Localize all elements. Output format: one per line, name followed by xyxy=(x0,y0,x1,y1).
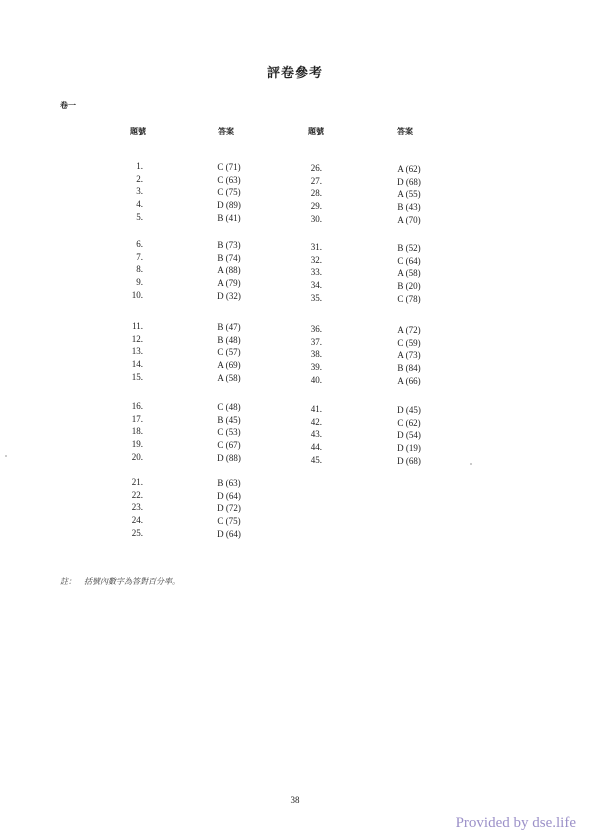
question-number: 20. xyxy=(131,451,143,462)
answer-value: C (62) xyxy=(397,417,421,428)
answer-value: C (71) xyxy=(217,162,241,172)
question-number: 26. xyxy=(310,163,322,173)
page-number: 38 xyxy=(290,795,300,805)
question-number: 42. xyxy=(310,416,322,427)
answer-value: A (58) xyxy=(217,372,241,383)
answer-value: C (59) xyxy=(397,337,421,348)
answer-value: B (45) xyxy=(217,414,241,425)
question-number: 31. xyxy=(310,242,322,252)
answer-value: A (79) xyxy=(217,278,241,289)
answer-value: C (64) xyxy=(397,255,421,266)
answer-value: C (63) xyxy=(217,174,241,185)
answer-value: B (63) xyxy=(217,478,241,488)
question-number: 1. xyxy=(136,161,143,171)
answer-value: B (47) xyxy=(217,322,241,332)
question-number: 45. xyxy=(310,454,322,465)
answer-value: D (72) xyxy=(217,503,241,514)
answer-value: C (67) xyxy=(217,440,241,451)
question-number: 35. xyxy=(310,292,322,303)
provided-by-watermark: Provided by dse.life xyxy=(455,815,576,831)
question-number: 21. xyxy=(131,477,143,487)
answer-value: D (19) xyxy=(397,443,421,454)
answer-value: B (73) xyxy=(217,240,241,250)
question-number: 9. xyxy=(136,277,143,288)
question-number: 32. xyxy=(310,254,322,265)
question-number: 39. xyxy=(310,362,322,373)
question-number: 13. xyxy=(131,346,143,357)
question-number: 16. xyxy=(131,401,143,411)
question-number: 8. xyxy=(136,264,143,275)
answer-value: B (48) xyxy=(217,334,241,345)
question-number: 18. xyxy=(131,426,143,437)
question-number: 17. xyxy=(131,413,143,424)
answer-value: D (32) xyxy=(217,290,241,301)
question-number: 28. xyxy=(310,188,322,199)
answer-value: D (64) xyxy=(217,528,241,539)
question-number: 4. xyxy=(136,199,143,210)
question-number: 11. xyxy=(132,321,143,331)
answer-value: A (73) xyxy=(397,350,421,361)
question-number: 10. xyxy=(131,289,143,300)
answer-value: C (53) xyxy=(217,427,241,438)
answer-value: C (75) xyxy=(217,516,241,527)
answer-value: A (72) xyxy=(397,325,421,335)
question-number: 40. xyxy=(310,374,322,385)
answer-value: A (69) xyxy=(217,360,241,371)
answer-value: B (41) xyxy=(217,212,241,223)
question-number: 23. xyxy=(131,502,143,513)
question-number: 33. xyxy=(310,267,322,278)
question-number: 30. xyxy=(310,213,322,224)
question-number: 41. xyxy=(310,404,322,414)
question-number: 25. xyxy=(131,527,143,538)
answer-value: D (45) xyxy=(397,405,421,415)
answer-value: A (58) xyxy=(397,268,421,279)
question-number: 44. xyxy=(310,442,322,453)
answer-value: D (54) xyxy=(397,430,421,441)
question-number: 24. xyxy=(131,515,143,526)
answer-value: A (70) xyxy=(397,214,421,225)
scan-speck xyxy=(5,455,7,457)
footnote: 註： 括號內數字為答對百分率。 xyxy=(60,577,180,586)
scan-speck xyxy=(470,463,472,465)
header-answer-left: 答案 xyxy=(218,127,234,136)
answer-value: B (84) xyxy=(397,363,421,374)
answer-value: D (68) xyxy=(397,176,421,187)
paper-label: 卷一 xyxy=(60,101,76,110)
answer-value: B (52) xyxy=(397,243,421,253)
question-number: 6. xyxy=(136,239,143,249)
answer-value: A (66) xyxy=(397,375,421,386)
question-number: 19. xyxy=(131,439,143,450)
question-number: 3. xyxy=(136,186,143,197)
answer-value: A (62) xyxy=(397,164,421,174)
page-title: 評卷參考 xyxy=(266,66,323,81)
answer-value: C (48) xyxy=(217,402,241,412)
answer-value: C (75) xyxy=(217,187,241,198)
question-number: 15. xyxy=(131,371,143,382)
question-number: 5. xyxy=(136,211,143,222)
question-number: 38. xyxy=(310,349,322,360)
question-number: 7. xyxy=(136,251,143,262)
answer-value: D (89) xyxy=(217,200,241,211)
header-question-right: 題號 xyxy=(308,127,324,136)
question-number: 34. xyxy=(310,280,322,291)
answer-value: C (57) xyxy=(217,347,241,358)
question-number: 22. xyxy=(131,489,143,500)
answer-value: C (78) xyxy=(397,293,421,304)
answer-value: D (68) xyxy=(397,455,421,466)
answer-value: D (88) xyxy=(217,452,241,463)
answer-value: B (74) xyxy=(217,252,241,263)
question-number: 36. xyxy=(310,324,322,334)
question-number: 29. xyxy=(310,201,322,212)
answer-value: B (20) xyxy=(397,281,421,292)
question-number: 2. xyxy=(136,173,143,184)
question-number: 37. xyxy=(310,336,322,347)
question-number: 43. xyxy=(310,429,322,440)
answer-value: D (64) xyxy=(217,490,241,501)
question-number: 14. xyxy=(131,359,143,370)
question-number: 27. xyxy=(310,175,322,186)
header-question-left: 題號 xyxy=(130,127,146,136)
header-answer-right: 答案 xyxy=(397,127,413,136)
answer-value: A (55) xyxy=(397,189,421,200)
question-number: 12. xyxy=(131,333,143,344)
answer-value: A (88) xyxy=(217,265,241,276)
answer-value: B (43) xyxy=(397,202,421,213)
